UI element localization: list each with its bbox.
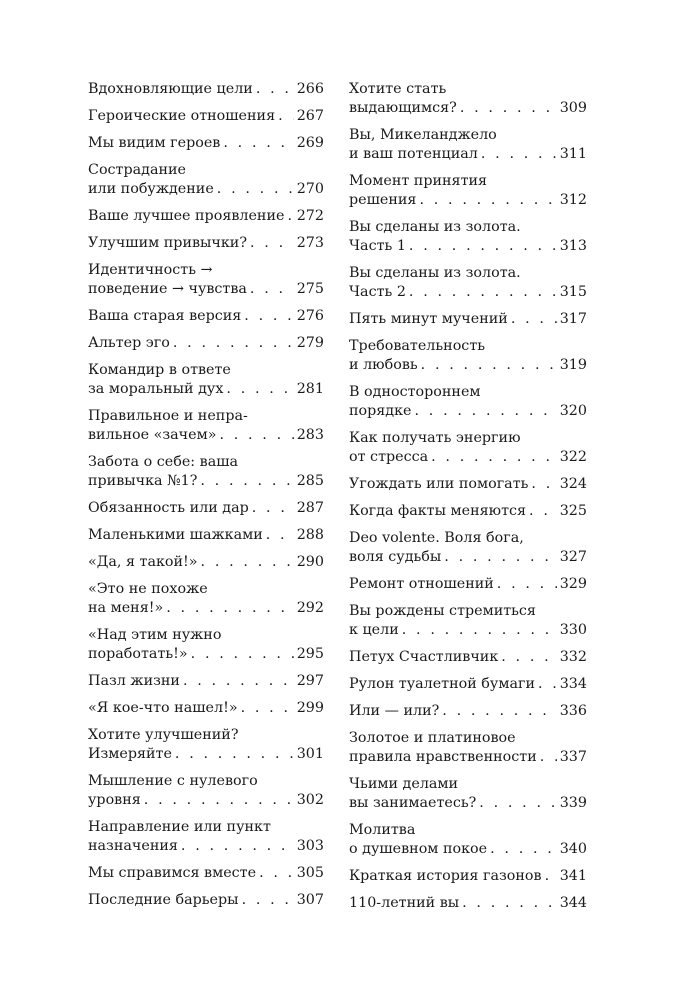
toc-entry-line — [88, 334, 324, 353]
toc-entry-line — [88, 864, 324, 883]
toc-entry — [88, 307, 324, 326]
toc-entry-title: Направление или пункт — [88, 819, 271, 835]
toc-entry-line — [349, 529, 587, 548]
dot-leader — [460, 99, 557, 118]
toc-entry-line — [349, 894, 587, 913]
toc-entry-title: Требовательность — [349, 338, 486, 354]
dot-leader — [444, 548, 556, 567]
toc-entry-line — [88, 645, 324, 664]
toc-entry-title: о душевном покое — [349, 841, 488, 857]
toc-entry-line — [349, 283, 587, 302]
toc-page-number: 279 — [296, 335, 324, 351]
toc-entry-line — [88, 672, 324, 691]
toc-entry-title: назначения — [88, 838, 178, 854]
toc-entry-title: Мы видим героев — [88, 135, 221, 151]
toc-page-number: 297 — [296, 673, 324, 689]
dot-leader — [511, 310, 557, 329]
toc-entry — [88, 626, 324, 664]
dot-leader — [529, 502, 557, 521]
toc-page-number: 285 — [296, 473, 324, 489]
dot-leader — [538, 675, 557, 694]
toc-entry — [88, 107, 324, 126]
toc-entry-title: и любовь — [349, 357, 418, 373]
dot-leader — [409, 237, 557, 256]
toc-entry-line — [349, 502, 587, 521]
toc-page-number: 341 — [559, 868, 587, 884]
toc-page-number: 283 — [296, 427, 324, 443]
toc-entry-title: «Это не похоже — [88, 581, 208, 597]
toc-entry — [88, 499, 324, 518]
toc-entry-line — [349, 310, 587, 329]
dot-leader — [201, 553, 294, 572]
toc-entry-line — [88, 207, 324, 226]
toc-entry-line — [349, 402, 587, 421]
toc-entry-title: поведение → чувства — [88, 281, 247, 297]
toc-entry — [349, 429, 587, 467]
toc-entry-line — [88, 80, 324, 99]
toc-page-number: 337 — [559, 749, 587, 765]
toc-entry-line — [88, 837, 324, 856]
toc-page-number: 319 — [559, 357, 587, 373]
toc-entry-title: Deo volente. Воля бога, — [349, 530, 524, 546]
toc-entry — [349, 264, 587, 302]
toc-entry-title: привычка №1? — [88, 473, 198, 489]
dot-leader — [175, 745, 294, 764]
toc-entry — [349, 648, 587, 667]
dot-leader — [259, 864, 294, 883]
toc-entry-title: Когда факты меняются — [349, 503, 527, 519]
toc-page-number: 317 — [559, 311, 587, 327]
toc-entry — [349, 310, 587, 329]
toc-entry-line — [349, 575, 587, 594]
dot-leader — [144, 791, 294, 810]
toc-page-number: 269 — [296, 135, 324, 151]
toc-page-number: 313 — [559, 238, 587, 254]
toc-entry-title: Хотите стать — [349, 81, 447, 97]
dot-leader — [402, 621, 557, 640]
toc-entry-line — [349, 218, 587, 237]
toc-entry-title: «Да, я такой!» — [88, 554, 198, 570]
dot-leader — [200, 472, 293, 491]
dot-leader — [242, 891, 294, 910]
toc-entry-title: порядке — [349, 403, 412, 419]
toc-entry-title: и ваш потенциал — [349, 146, 478, 162]
toc-entry — [349, 575, 587, 594]
toc-entry-line — [349, 99, 587, 118]
toc-entry — [349, 729, 587, 767]
toc-entry — [88, 772, 324, 810]
toc-entry-line — [349, 748, 587, 767]
toc-entry-title: Как получать энергию — [349, 430, 521, 446]
toc-entry-line — [88, 891, 324, 910]
toc-entry-title: Идентичность → — [88, 262, 213, 278]
toc-entry-title: Золотое и платиновое — [349, 730, 516, 746]
toc-entry-line — [88, 426, 324, 445]
toc-entry-line — [88, 134, 324, 153]
toc-entry-title: Часть 2 — [349, 284, 406, 300]
toc-entry-line — [349, 356, 587, 375]
toc-entry-line — [349, 794, 587, 813]
toc-entry-title: Рулон туалетной бумаги — [349, 676, 535, 692]
toc-entry — [88, 334, 324, 353]
dot-leader — [244, 307, 293, 326]
toc-page-number: 303 — [296, 838, 324, 854]
toc-entry-line — [88, 818, 324, 837]
toc-entry-title: Или — или? — [349, 703, 440, 719]
toc-page-number: 334 — [559, 676, 587, 692]
toc-entry — [88, 526, 324, 545]
toc-entry-line — [349, 475, 587, 494]
toc-page-number: 339 — [559, 795, 587, 811]
toc-entry-line — [88, 526, 324, 545]
toc-entry — [349, 675, 587, 694]
toc-entry — [88, 407, 324, 445]
toc-page-number: 305 — [296, 865, 324, 881]
toc-entry-title: Момент принятия — [349, 173, 488, 189]
toc-entry-title: Чьими делами — [349, 776, 459, 792]
dot-leader — [250, 280, 294, 299]
toc-entry-line — [88, 599, 324, 618]
toc-column-right — [349, 80, 587, 921]
toc-entry-line — [88, 453, 324, 472]
toc-entry-line — [349, 448, 587, 467]
dot-leader — [223, 134, 293, 153]
toc-entry — [88, 361, 324, 399]
toc-page-number: 295 — [296, 646, 324, 662]
toc-page-number: 336 — [559, 703, 587, 719]
toc-entry-title: Альтер эго — [88, 335, 170, 351]
toc-entry — [349, 502, 587, 521]
toc-entry-title: решения — [349, 192, 417, 208]
toc-entry-title: Вы рождены стремиться — [349, 603, 536, 619]
toc-entry-title: Пазл жизни — [88, 673, 180, 689]
toc-entry — [88, 453, 324, 491]
toc-entry-title: «Я кое-что нашел!» — [88, 700, 238, 716]
toc-entry-title: «Над этим нужно — [88, 627, 222, 643]
toc-entry-title: Командир в ответе — [88, 362, 231, 378]
toc-entry — [349, 702, 587, 721]
toc-entry-line — [349, 867, 587, 886]
toc-page-number: 273 — [296, 235, 324, 251]
toc-entry-title: Обязанность или дар — [88, 500, 249, 516]
toc-entry-title: Угождать или помогать — [349, 476, 529, 492]
toc-entry-line — [349, 621, 587, 640]
dot-leader — [278, 107, 294, 126]
toc-entry-line — [88, 626, 324, 645]
toc-entry — [88, 553, 324, 572]
toc-page-number: 290 — [296, 554, 324, 570]
toc-entry-title: воля судьбы — [349, 549, 442, 565]
toc-entry-title: Ваша старая версия — [88, 308, 242, 324]
toc-entry-line — [349, 602, 587, 621]
toc-entry-line — [349, 383, 587, 402]
toc-entry — [88, 891, 324, 910]
toc-entry-title: Вы сделаны из золота. — [349, 265, 521, 281]
toc-entry-line — [349, 729, 587, 748]
toc-entry — [349, 337, 587, 375]
toc-entry-title: В одностороннем — [349, 384, 481, 400]
toc-entry-line — [349, 821, 587, 840]
toc-page-number: 330 — [559, 622, 587, 638]
toc-entry-line — [349, 237, 587, 256]
toc-entry-title: правила нравственности — [349, 749, 537, 765]
toc-entry — [88, 234, 324, 253]
toc-page-number: 288 — [296, 527, 324, 543]
toc-entry-line — [88, 726, 324, 745]
toc-entry — [349, 80, 587, 118]
dot-leader — [497, 575, 557, 594]
dot-leader — [226, 380, 293, 399]
toc-entry-line — [349, 145, 587, 164]
dot-leader — [183, 672, 294, 691]
toc-entry-title: Измеряйте — [88, 746, 172, 762]
toc-entry-title: 110-летний вы — [349, 895, 460, 911]
toc-entry-line — [88, 161, 324, 180]
toc-entry-line — [88, 791, 324, 810]
toc-entry — [88, 699, 324, 718]
toc-page-number: 275 — [296, 281, 324, 297]
toc-entry-line — [349, 675, 587, 694]
toc-entry — [349, 475, 587, 494]
toc-page-number: 329 — [559, 576, 587, 592]
toc-entry-title: выдающимся? — [349, 100, 457, 116]
toc-page-number: 267 — [296, 108, 324, 124]
dot-leader — [419, 191, 556, 210]
toc-entry — [349, 602, 587, 640]
toc-entry-title: на меня!» — [88, 600, 164, 616]
toc-entry-line — [88, 699, 324, 718]
dot-leader — [219, 426, 293, 445]
toc-page-number: 315 — [559, 284, 587, 300]
toc-entry — [88, 161, 324, 199]
dot-leader — [256, 80, 294, 99]
toc-entry-title: Часть 1 — [349, 238, 406, 254]
dot-leader — [217, 180, 294, 199]
toc-entry — [349, 126, 587, 164]
dot-leader — [490, 840, 557, 859]
toc-entry — [88, 818, 324, 856]
toc-entry-line — [88, 280, 324, 299]
dot-leader — [250, 234, 294, 253]
toc-entry — [88, 80, 324, 99]
toc-entry-line — [88, 234, 324, 253]
toc-page-number: 327 — [559, 549, 587, 565]
toc-page-number: 266 — [296, 81, 324, 97]
toc-entry-title: Улучшим привычки? — [88, 235, 247, 251]
toc-entry-title: Героические отношения — [88, 108, 276, 124]
toc-entry-line — [88, 580, 324, 599]
dot-leader — [442, 702, 556, 721]
toc-entry — [88, 207, 324, 226]
toc-entry — [349, 867, 587, 886]
toc-entry-line — [349, 429, 587, 448]
dot-leader — [531, 475, 556, 494]
toc-entry-line — [88, 180, 324, 199]
toc-page-number: 325 — [559, 503, 587, 519]
toc-page-number: 309 — [559, 100, 587, 116]
toc-entry — [88, 580, 324, 618]
dot-leader — [241, 699, 294, 718]
toc-entry — [349, 821, 587, 859]
toc-entry-line — [349, 775, 587, 794]
toc-entry-line — [349, 264, 587, 283]
toc-entry-title: Мы справимся вместе — [88, 865, 257, 881]
dot-leader — [266, 526, 294, 545]
toc-page-number: 287 — [296, 500, 324, 516]
toc-page-number: 272 — [296, 208, 324, 224]
toc-entry-line — [88, 472, 324, 491]
dot-leader — [191, 645, 294, 664]
toc-page-number: 301 — [296, 746, 324, 762]
toc-entry-title: Ваше лучшее проявление — [88, 208, 285, 224]
toc-entry-line — [88, 380, 324, 399]
toc-page-number: 344 — [559, 895, 587, 911]
toc-page-number: 292 — [296, 600, 324, 616]
dot-leader — [431, 448, 557, 467]
toc-entry-line — [349, 702, 587, 721]
toc-entry-title: вильное «зачем» — [88, 427, 217, 443]
toc-entry — [88, 726, 324, 764]
toc-page-number: 312 — [559, 192, 587, 208]
dot-leader — [409, 283, 557, 302]
toc-entry-line — [349, 80, 587, 99]
dot-leader — [181, 837, 294, 856]
toc-entry — [349, 529, 587, 567]
toc-page-number: 320 — [559, 403, 587, 419]
toc-entry — [88, 864, 324, 883]
dot-leader — [173, 334, 294, 353]
toc-entry-line — [88, 107, 324, 126]
toc-page-number: 324 — [559, 476, 587, 492]
toc-entry — [88, 672, 324, 691]
toc-entry-title: Последние барьеры — [88, 892, 239, 908]
toc-entry-title: Хотите улучшений? — [88, 727, 239, 743]
toc-entry-title: Ремонт отношений — [349, 576, 494, 592]
toc-entry-line — [88, 307, 324, 326]
toc-entry-line — [349, 191, 587, 210]
toc-entry-title: поработать!» — [88, 646, 188, 662]
dot-leader — [287, 207, 293, 226]
toc-entry-line — [349, 548, 587, 567]
toc-page-number: 276 — [296, 308, 324, 324]
dot-leader — [545, 867, 557, 886]
toc-entry-title: Правильное и непра- — [88, 408, 248, 424]
toc-entry-title: Маленькими шажками — [88, 527, 263, 543]
toc-entry-line — [88, 499, 324, 518]
toc-entry-title: к цели — [349, 622, 399, 638]
dot-leader — [501, 648, 556, 667]
toc-entry — [349, 894, 587, 913]
toc-entry — [349, 775, 587, 813]
toc-entry-line — [88, 745, 324, 764]
toc-entry-line — [88, 407, 324, 426]
toc-entry-line — [349, 648, 587, 667]
toc-entry-title: за моральный дух — [88, 381, 224, 397]
toc-entry — [349, 172, 587, 210]
toc-page-number: 299 — [296, 700, 324, 716]
toc-page-number: 281 — [296, 381, 324, 397]
toc-entry-title: от стресса — [349, 449, 429, 465]
toc-entry-line — [349, 172, 587, 191]
dot-leader — [479, 794, 556, 813]
toc-entry-line — [88, 361, 324, 380]
toc-column-left — [88, 80, 324, 918]
toc-entry-title: Сострадание — [88, 162, 186, 178]
dot-leader — [415, 402, 557, 421]
toc-page-number: 311 — [559, 146, 587, 162]
toc-entry — [349, 383, 587, 421]
toc-entry-line — [349, 337, 587, 356]
toc-page-number: 302 — [296, 792, 324, 808]
toc-entry-title: Забота о себе: ваша — [88, 454, 239, 470]
dot-leader — [421, 356, 557, 375]
toc-entry-title: Краткая история газонов — [349, 868, 542, 884]
dot-leader — [540, 748, 557, 767]
toc-entry-line — [88, 772, 324, 791]
toc-entry — [349, 218, 587, 256]
dot-leader — [166, 599, 293, 618]
toc-entry-title: уровня — [88, 792, 141, 808]
toc-page-number: 307 — [296, 892, 324, 908]
toc-page-number: 340 — [559, 841, 587, 857]
dot-leader — [462, 894, 557, 913]
dot-leader — [481, 145, 557, 164]
toc-page-number: 332 — [559, 649, 587, 665]
toc-entry-title: или побуждение — [88, 181, 214, 197]
toc-entry-title: Молитва — [349, 822, 416, 838]
toc-entry-title: Петух Счастливчик — [349, 649, 499, 665]
toc-entry-title: вы занимаетесь? — [349, 795, 477, 811]
toc-entry-title: Вы сделаны из золота. — [349, 219, 521, 235]
dot-leader — [252, 499, 294, 518]
toc-entry-line — [88, 261, 324, 280]
toc-entry-title: Пять минут мучений — [349, 311, 508, 327]
toc-entry-line — [349, 840, 587, 859]
toc-entry-line — [349, 126, 587, 145]
toc-entry-line — [88, 553, 324, 572]
toc-entry-title: Вы, Микеланджело — [349, 127, 497, 143]
toc-entry-title: Мышление с нулевого — [88, 773, 258, 789]
toc-entry — [88, 134, 324, 153]
toc-entry — [88, 261, 324, 299]
toc-page-number: 270 — [296, 181, 324, 197]
toc-entry-title: Вдохновляющие цели — [88, 81, 253, 97]
toc-page-number: 322 — [559, 449, 587, 465]
